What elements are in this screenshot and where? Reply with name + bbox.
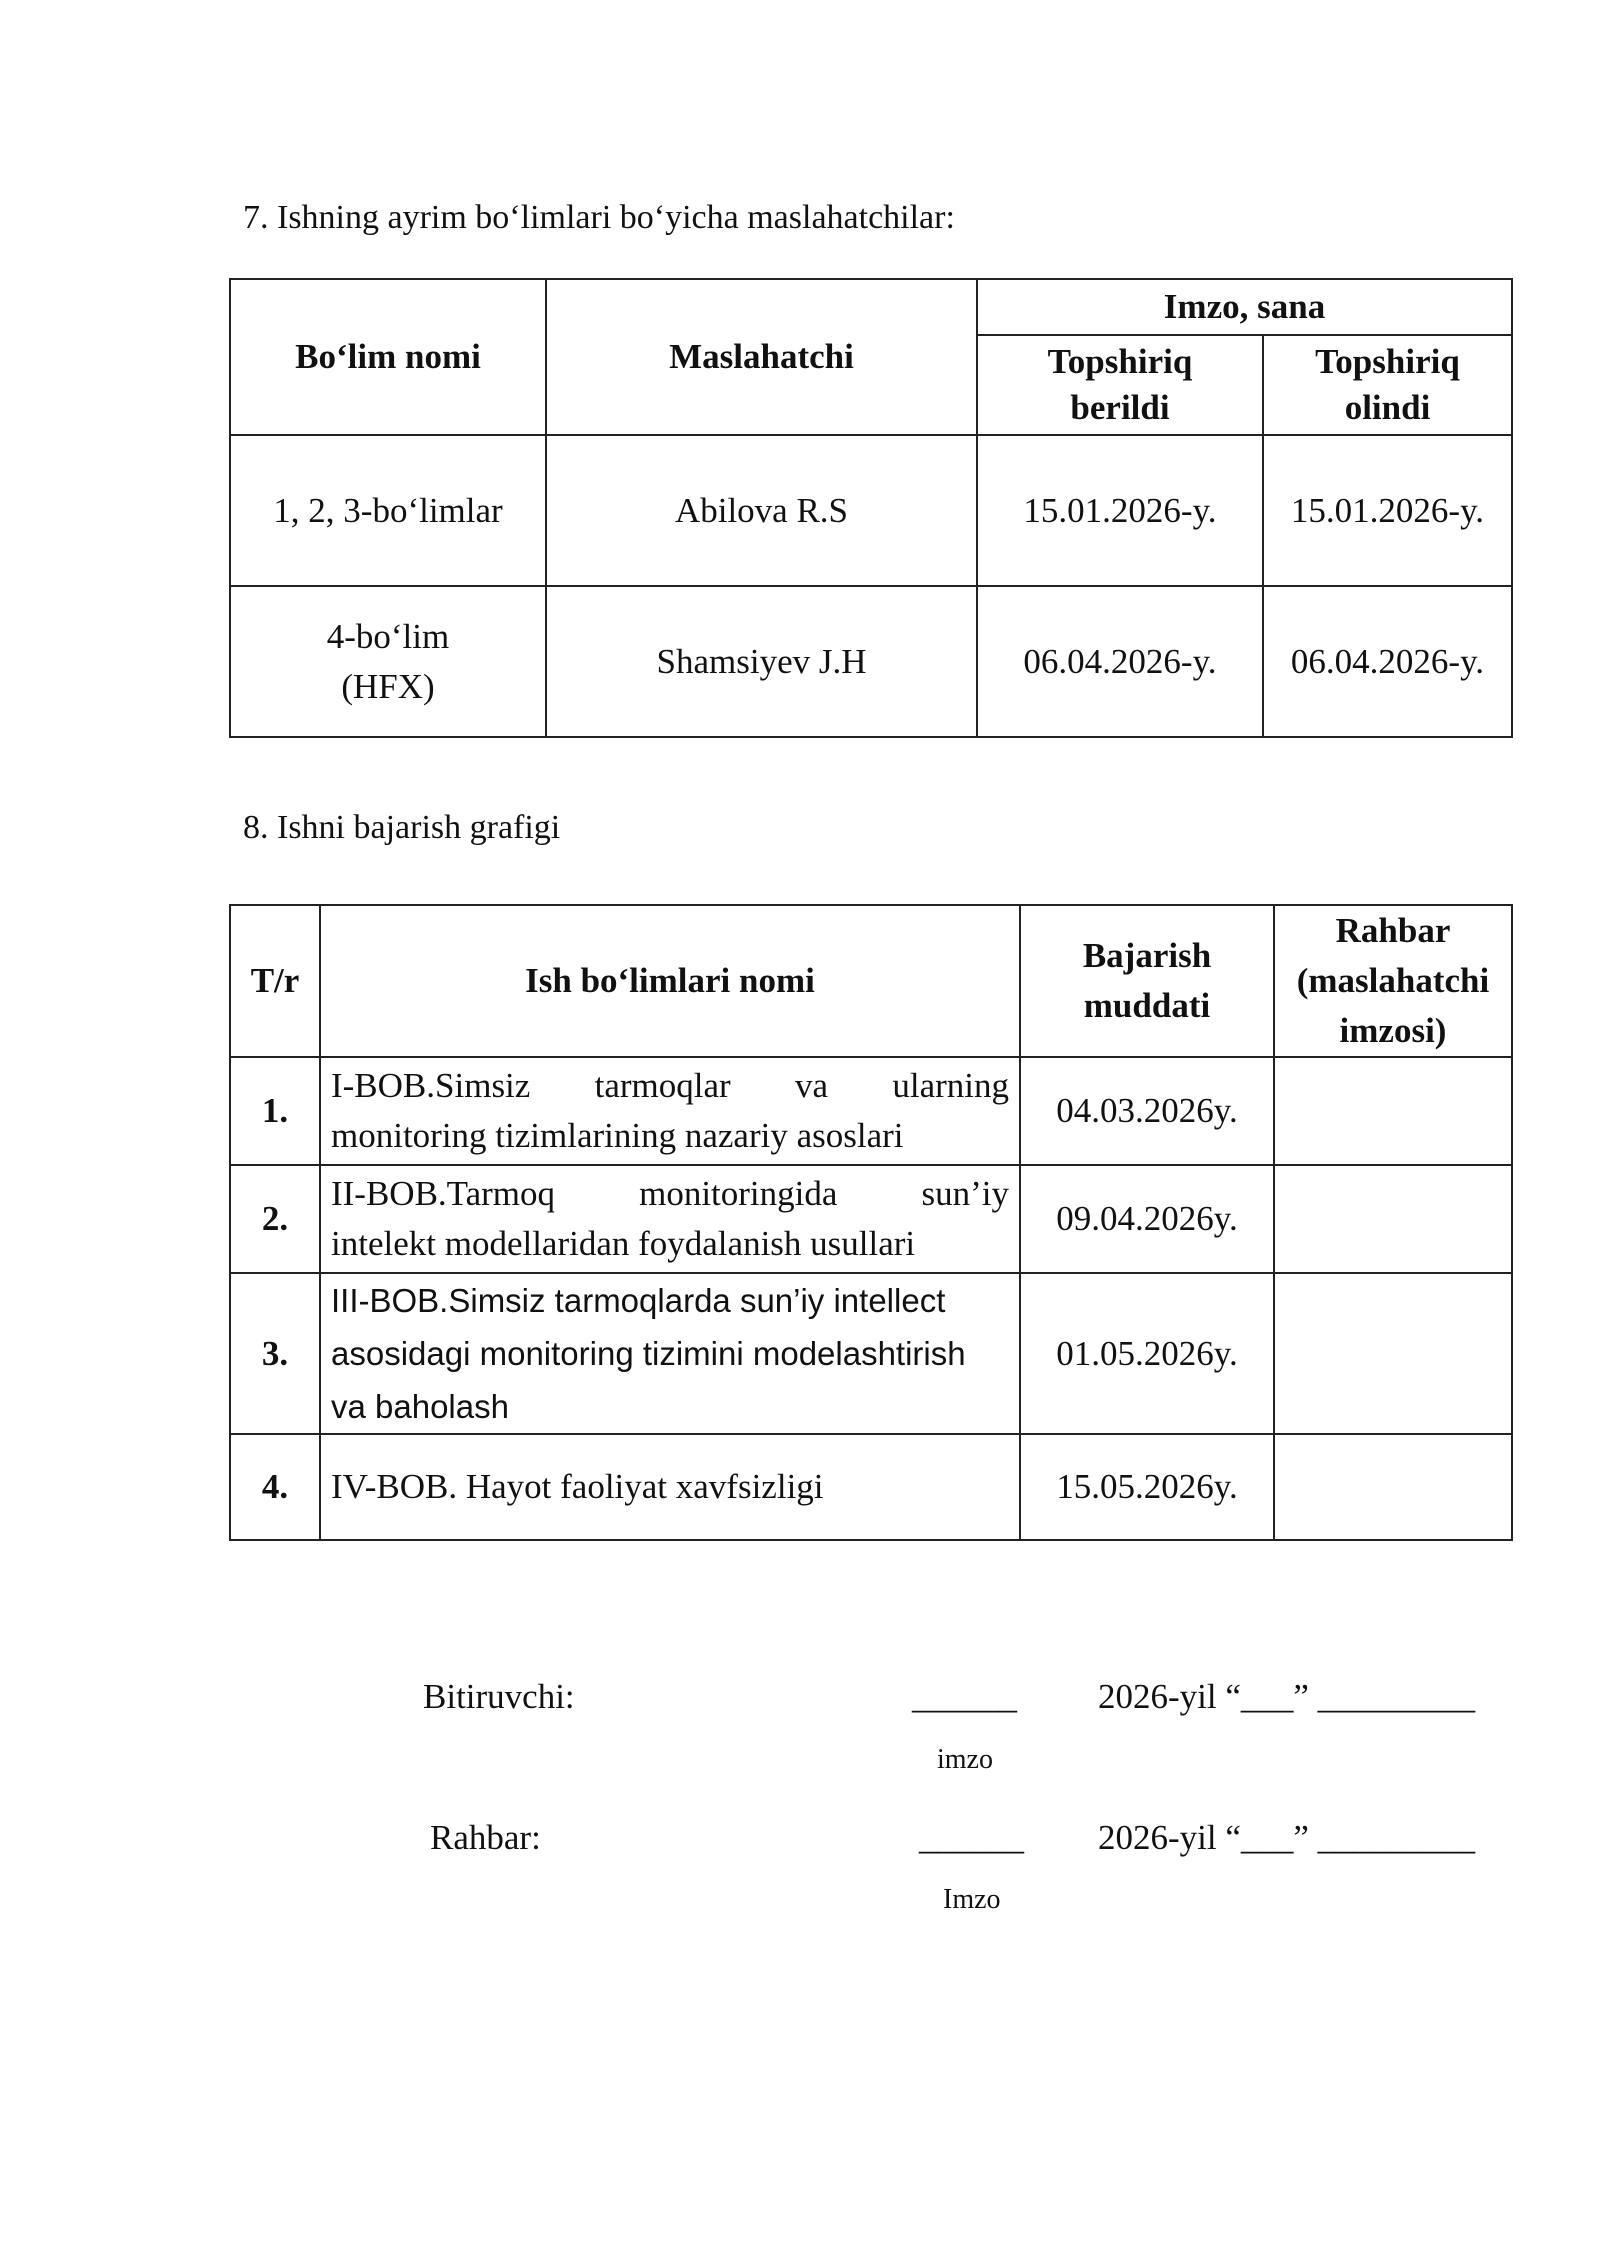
cell-received-date: 15.01.2026-y. (1263, 435, 1512, 586)
cell-deadline: 15.05.2026y. (1020, 1434, 1274, 1540)
graduate-signature-caption: imzo (937, 1744, 993, 1775)
cell-advisor: Abilova R.S (546, 435, 977, 586)
supervisor-date-line: 2026-yil “___” _________ (1098, 1818, 1476, 1857)
header-advisor: Maslahatchi (546, 279, 977, 435)
header-task-received: Topshiriq olindi (1263, 335, 1512, 435)
cell-section-name (320, 1057, 1020, 1165)
cell-section-name: III-BOB.Simsiz tarmoqlarda sun’iy intellect asosidagi monitoring tizimini modelashtirish va baholash (320, 1273, 1020, 1434)
section-name-line: intelekt modellaridan foydalanish usullari (331, 1224, 916, 1263)
cell-signature (1274, 1165, 1512, 1273)
header-sign-date: Imzo, sana (977, 279, 1512, 335)
advisors-table (229, 278, 1513, 738)
row-num: 4. (230, 1434, 320, 1540)
cell-signature (1274, 1057, 1512, 1165)
cell-section-name: IV-BOB. Hayot faoliyat xavfsizligi (320, 1434, 1020, 1540)
header-deadline: Bajarish muddati (1020, 905, 1274, 1057)
cell-received-date: 06.04.2026-y. (1263, 586, 1512, 737)
row-num: 3. (230, 1273, 320, 1434)
cell-section (230, 586, 546, 737)
section-8-title: 8. Ishni bajarish grafigi (243, 809, 561, 846)
cell-signature (1274, 1273, 1512, 1434)
section-name-line: I-BOB.Simsiz tarmoqlar va ularning (331, 1066, 1009, 1105)
cell-advisor: Shamsiyev J.H (546, 586, 977, 737)
cell-deadline: 09.04.2026y. (1020, 1165, 1274, 1273)
section-name-line: monitoring tizimlarining nazariy asoslari (331, 1116, 904, 1155)
section-7-title: 7. Ishning ayrim bo‘limlari bo‘yicha maslahatchilar: (243, 199, 955, 236)
cell-section-name (320, 1165, 1020, 1273)
header-task-given: Topshiriq berildi (977, 335, 1263, 435)
cell-given-date: 15.01.2026-y. (977, 435, 1263, 586)
supervisor-signature-line: ______ (919, 1818, 1024, 1857)
graduate-date-line: 2026-yil “___” _________ (1098, 1677, 1476, 1716)
cell-deadline: 01.05.2026y. (1020, 1273, 1274, 1434)
cell-section-text: 4-bo‘lim (HFX) (326, 616, 450, 706)
cell-given-date: 06.04.2026-y. (977, 586, 1263, 737)
cell-section: 1, 2, 3-bo‘limlar (230, 435, 546, 586)
header-num: T/r (230, 905, 320, 1057)
supervisor-signature-caption: Imzo (943, 1884, 1001, 1915)
cell-deadline: 04.03.2026y. (1020, 1057, 1274, 1165)
header-section-name: Bo‘lim nomi (230, 279, 546, 435)
supervisor-label: Rahbar: (430, 1818, 541, 1857)
graduate-label: Bitiruvchi: (423, 1677, 575, 1716)
row-num: 1. (230, 1057, 320, 1165)
header-supervisor: Rahbar (maslahatchi imzosi) (1274, 905, 1512, 1057)
section-name-line: II-BOB.Tarmoq monitoringida sun’iy (331, 1174, 1009, 1213)
cell-signature (1274, 1434, 1512, 1540)
header-section-name: Ish bo‘limlari nomi (320, 905, 1020, 1057)
graduate-signature-line: ______ (912, 1677, 1017, 1716)
row-num: 2. (230, 1165, 320, 1273)
schedule-table (229, 904, 1513, 1541)
